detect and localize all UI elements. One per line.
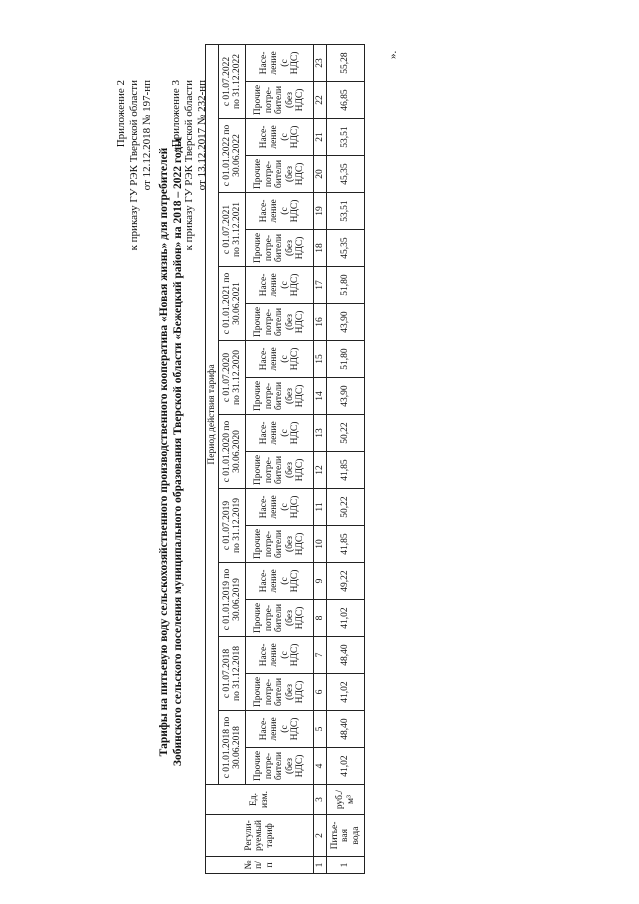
appendix-1-line-3: от 12.12.2018 № 197-нп xyxy=(141,80,153,191)
subheader-population: Насе- ление (с НДС) xyxy=(246,563,314,600)
tariff-value: 48,40 xyxy=(327,637,365,674)
subheader-population: Насе- ление (с НДС) xyxy=(246,637,314,674)
row-unit: руб./ м³ xyxy=(327,785,365,815)
appendix-2-line-1: «Приложение 3 xyxy=(170,80,182,153)
subheader-other: Прочие потре- бители (без НДС) xyxy=(246,230,314,267)
column-number: 21 xyxy=(314,119,327,156)
subheader-population: Насе- ление (с НДС) xyxy=(246,415,314,452)
tariff-value: 46,85 xyxy=(327,82,365,119)
subheader-other: Прочие потре- бители (без НДС) xyxy=(246,674,314,711)
tariff-value: 53,51 xyxy=(327,193,365,230)
column-number: 18 xyxy=(314,230,327,267)
column-number: 5 xyxy=(314,711,327,748)
header-number: № п/ п xyxy=(206,857,314,874)
tariff-value: 48,40 xyxy=(327,711,365,748)
title-line-2: Зобинского сельского поселения муниципального образования Тверской области «Бежецкий район» на 2018 – 2022 годы xyxy=(172,137,184,767)
tariff-value: 41,85 xyxy=(327,452,365,489)
column-number: 6 xyxy=(314,674,327,711)
appendix-1-line-2: к приказу ГУ РЭК Тверской области xyxy=(128,80,140,251)
subheader-population: Насе- ление (с НДС) xyxy=(246,45,314,82)
tariff-value: 41,02 xyxy=(327,748,365,785)
subheader-other: Прочие потре- бители (без НДС) xyxy=(246,304,314,341)
appendix-2-line-3: от 13.12.2017 № 232-нп xyxy=(196,80,208,191)
period-header: с 01.01.2022 по 30.06.2022 xyxy=(219,119,246,193)
tariff-value: 51,80 xyxy=(327,267,365,304)
column-number: 20 xyxy=(314,156,327,193)
tariff-value: 51,80 xyxy=(327,341,365,378)
column-number: 3 xyxy=(314,785,327,815)
column-number: 12 xyxy=(314,452,327,489)
header-tariff: Регули- руемый тариф xyxy=(206,815,314,857)
tariff-value: 49,22 xyxy=(327,563,365,600)
column-number: 10 xyxy=(314,526,327,563)
subheader-other: Прочие потре- бители (без НДС) xyxy=(246,600,314,637)
column-number: 8 xyxy=(314,600,327,637)
tariff-value: 45,35 xyxy=(327,156,365,193)
period-header: с 01.07.2022 по 31.12.2022 xyxy=(219,45,246,119)
column-number: 13 xyxy=(314,415,327,452)
column-number: 1 xyxy=(314,857,327,874)
appendix-1-line-1: Приложение 2 xyxy=(115,80,127,148)
subheader-other: Прочие потре- бители (без НДС) xyxy=(246,378,314,415)
subheader-other: Прочие потре- бители (без НДС) xyxy=(246,748,314,785)
header-unit: Ед. изм. xyxy=(206,785,314,815)
column-number: 15 xyxy=(314,341,327,378)
tariff-value: 53,51 xyxy=(327,119,365,156)
tariff-value: 41,02 xyxy=(327,600,365,637)
appendix-2-line-2: к приказу ГУ РЭК Тверской области xyxy=(183,80,195,251)
period-header: с 01.01.2019 по 30.06.2019 xyxy=(219,563,246,637)
subheader-population: Насе- ление (с НДС) xyxy=(246,193,314,230)
period-header: с 01.07.2019 по 31.12.2019 xyxy=(219,489,246,563)
tariff-value: 45,35 xyxy=(327,230,365,267)
tariff-value: 41,02 xyxy=(327,674,365,711)
document-title xyxy=(157,80,185,824)
period-header: с 01.07.2018 по 31.12.2018 xyxy=(219,637,246,711)
column-number: 2 xyxy=(314,815,327,857)
period-header: с 01.07.2021 по 31.12.2021 xyxy=(219,193,246,267)
column-number: 23 xyxy=(314,45,327,82)
period-header: с 01.01.2018 по 30.06.2018 xyxy=(219,711,246,785)
period-header: с 01.01.2021 по 30.06.2021 xyxy=(219,267,246,341)
subheader-population: Насе- ление (с НДС) xyxy=(246,341,314,378)
period-header: с 01.01.2020 по 30.06.2020 xyxy=(219,415,246,489)
tariff-value: 50,22 xyxy=(327,489,365,526)
closing-quote-mark: ». xyxy=(387,50,399,59)
column-number: 9 xyxy=(314,563,327,600)
subheader-other: Прочие потре- бители (без НДС) xyxy=(246,452,314,489)
subheader-population: Насе- ление (с НДС) xyxy=(246,267,314,304)
period-header: с 01.07.2020 по 31.12.2020 xyxy=(219,341,246,415)
title-line-1: Тарифы на питьевую воду сельскохозяйственного производственного кооператива «Новая жизнь» для потребителей xyxy=(158,147,170,757)
column-number: 17 xyxy=(314,267,327,304)
column-number: 14 xyxy=(314,378,327,415)
row-number: 1 xyxy=(327,857,365,874)
appendix-block-1 xyxy=(115,80,154,250)
subheader-population: Насе- ление (с НДС) xyxy=(246,119,314,156)
tariff-value: 41,85 xyxy=(327,526,365,563)
tariff-table xyxy=(205,44,365,874)
header-period: Период действия тарифа xyxy=(206,45,219,785)
column-number: 4 xyxy=(314,748,327,785)
subheader-other: Прочие потре- бители (без НДС) xyxy=(246,82,314,119)
column-number: 22 xyxy=(314,82,327,119)
tariff-value: 43,90 xyxy=(327,378,365,415)
table-row xyxy=(327,45,365,874)
tariff-value: 50,22 xyxy=(327,415,365,452)
tariff-value: 55,28 xyxy=(327,45,365,82)
column-number: 16 xyxy=(314,304,327,341)
column-number: 11 xyxy=(314,489,327,526)
column-number: 19 xyxy=(314,193,327,230)
subheader-other: Прочие потре- бители (без НДС) xyxy=(246,526,314,563)
subheader-population: Насе- ление (с НДС) xyxy=(246,711,314,748)
column-number: 7 xyxy=(314,637,327,674)
tariff-value: 43,90 xyxy=(327,304,365,341)
subheader-population: Насе- ление (с НДС) xyxy=(246,489,314,526)
row-tariff-name: Питье- вая вода xyxy=(327,815,365,857)
subheader-other: Прочие потре- бители (без НДС) xyxy=(246,156,314,193)
